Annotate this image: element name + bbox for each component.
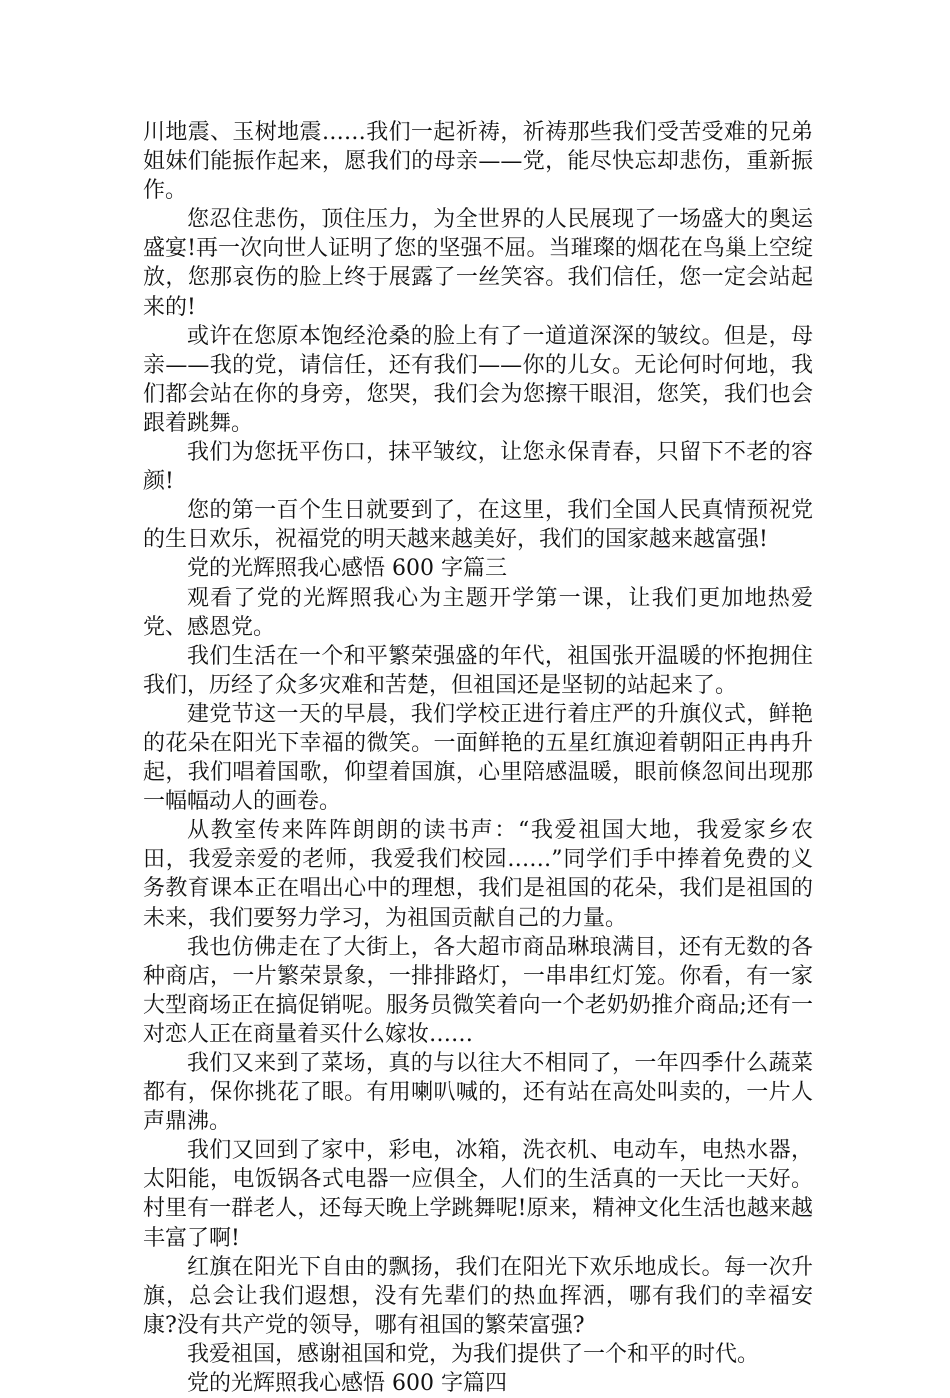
section-heading: 党的光辉照我心感悟 600 字篇四 bbox=[187, 1371, 507, 1397]
paragraph: 您忍住悲伤，顶住压力，为全世界的人民展现了一场盛大的奥运盛宴!再一次向世人证明了您的坚强不屈。当璀璨的烟花在鸟巢上空绽放，您那哀伤的脸上终于展露了一丝笑容。我们信任，您一定会站起来的! bbox=[143, 207, 813, 320]
paragraph-continuation: 川地震、玉树地震……我们一起祈祷，祈祷那些我们受苦受难的兄弟姐妹们能振作起来，愿我们的母亲——党，能尽快忘却悲伤，重新振作。 bbox=[143, 120, 813, 204]
paragraph: 红旗在阳光下自由的飘扬，我们在阳光下欢乐地成长。每一次升旗，总会让我们遐想，没有先辈们的热血挥洒，哪有我们的幸福安康?没有共产党的领导，哪有祖国的繁荣富强? bbox=[143, 1254, 813, 1338]
paragraph: 我们又来到了菜场，真的与以往大不相同了，一年四季什么蔬菜都有，保你挑花了眼。有用喇叭喊的，还有站在高处叫卖的，一片人声鼎沸。 bbox=[143, 1051, 813, 1135]
paragraph: 或许在您原本饱经沧桑的脸上有了一道道深深的皱纹。但是，母亲——我的党，请信任，还有我们——你的儿女。无论何时何地，我们都会站在你的身旁，您哭，我们会为您擦干眼泪，您笑，我们也会跟着跳舞。 bbox=[143, 323, 813, 436]
paragraph: 建党节这一天的早晨，我们学校正进行着庄严的升旗仪式，鲜艳的花朵在阳光下幸福的微笑。一面鲜艳的五星红旗迎着朝阳正冉冉升起，我们唱着国歌，仰望着国旗，心里陪感温暖，眼前倏忽间出现那一幅幅动人的画卷。 bbox=[143, 701, 813, 815]
paragraph: 我们为您抚平伤口，抹平皱纹，让您永保青春，只留下不老的容颜! bbox=[143, 440, 813, 495]
paragraph: 我爱祖国，感谢祖国和党，为我们提供了一个和平的时代。 bbox=[187, 1341, 760, 1367]
section-heading: 党的光辉照我心感悟 600 字篇三 bbox=[187, 556, 507, 582]
paragraph: 我们又回到了家中，彩电，冰箱，洗衣机、电动车，电热水器，太阳能，电饭锅各式电器一应俱全，人们的生活真的一天比一天好。村里有一群老人，还每天晚上学跳舞呢!原来，精神文化生活也越来越丰富了啊! bbox=[143, 1138, 813, 1251]
paragraph: 我们生活在一个和平繁荣强盛的年代，祖国张开温暖的怀抱拥住我们，历经了众多灾难和苦楚，但祖国还是坚韧的站起来了。 bbox=[143, 643, 813, 698]
paragraph: 从教室传来阵阵朗朗的读书声：“我爱祖国大地，我爱家乡农田，我爱亲爱的老师，我爱我们校园……”同学们手中捧着免费的义务教育课本正在唱出心中的理想，我们是祖国的花朵，我们是祖国的未来，我们要努力学习，为祖国贡献自己的力量。 bbox=[143, 818, 813, 931]
paragraph: 观看了党的光辉照我心为主题开学第一课，让我们更加地热爱党、感恩党。 bbox=[143, 585, 813, 640]
paragraph: 您的第一百个生日就要到了，在这里，我们全国人民真情预祝党的生日欢乐，祝福党的明天越来越美好，我们的国家越来越富强! bbox=[143, 498, 813, 553]
document-page bbox=[143, 118, 813, 1398]
paragraph: 我也仿佛走在了大街上，各大超市商品琳琅满目，还有无数的各种商店，一片繁荣景象，一排排路灯，一串串红灯笼。你看，有一家大型商场正在搞促销呢。服务员微笑着向一个老奶奶推介商品;还有一对恋人正在商量着买什么嫁妆…… bbox=[143, 934, 813, 1047]
